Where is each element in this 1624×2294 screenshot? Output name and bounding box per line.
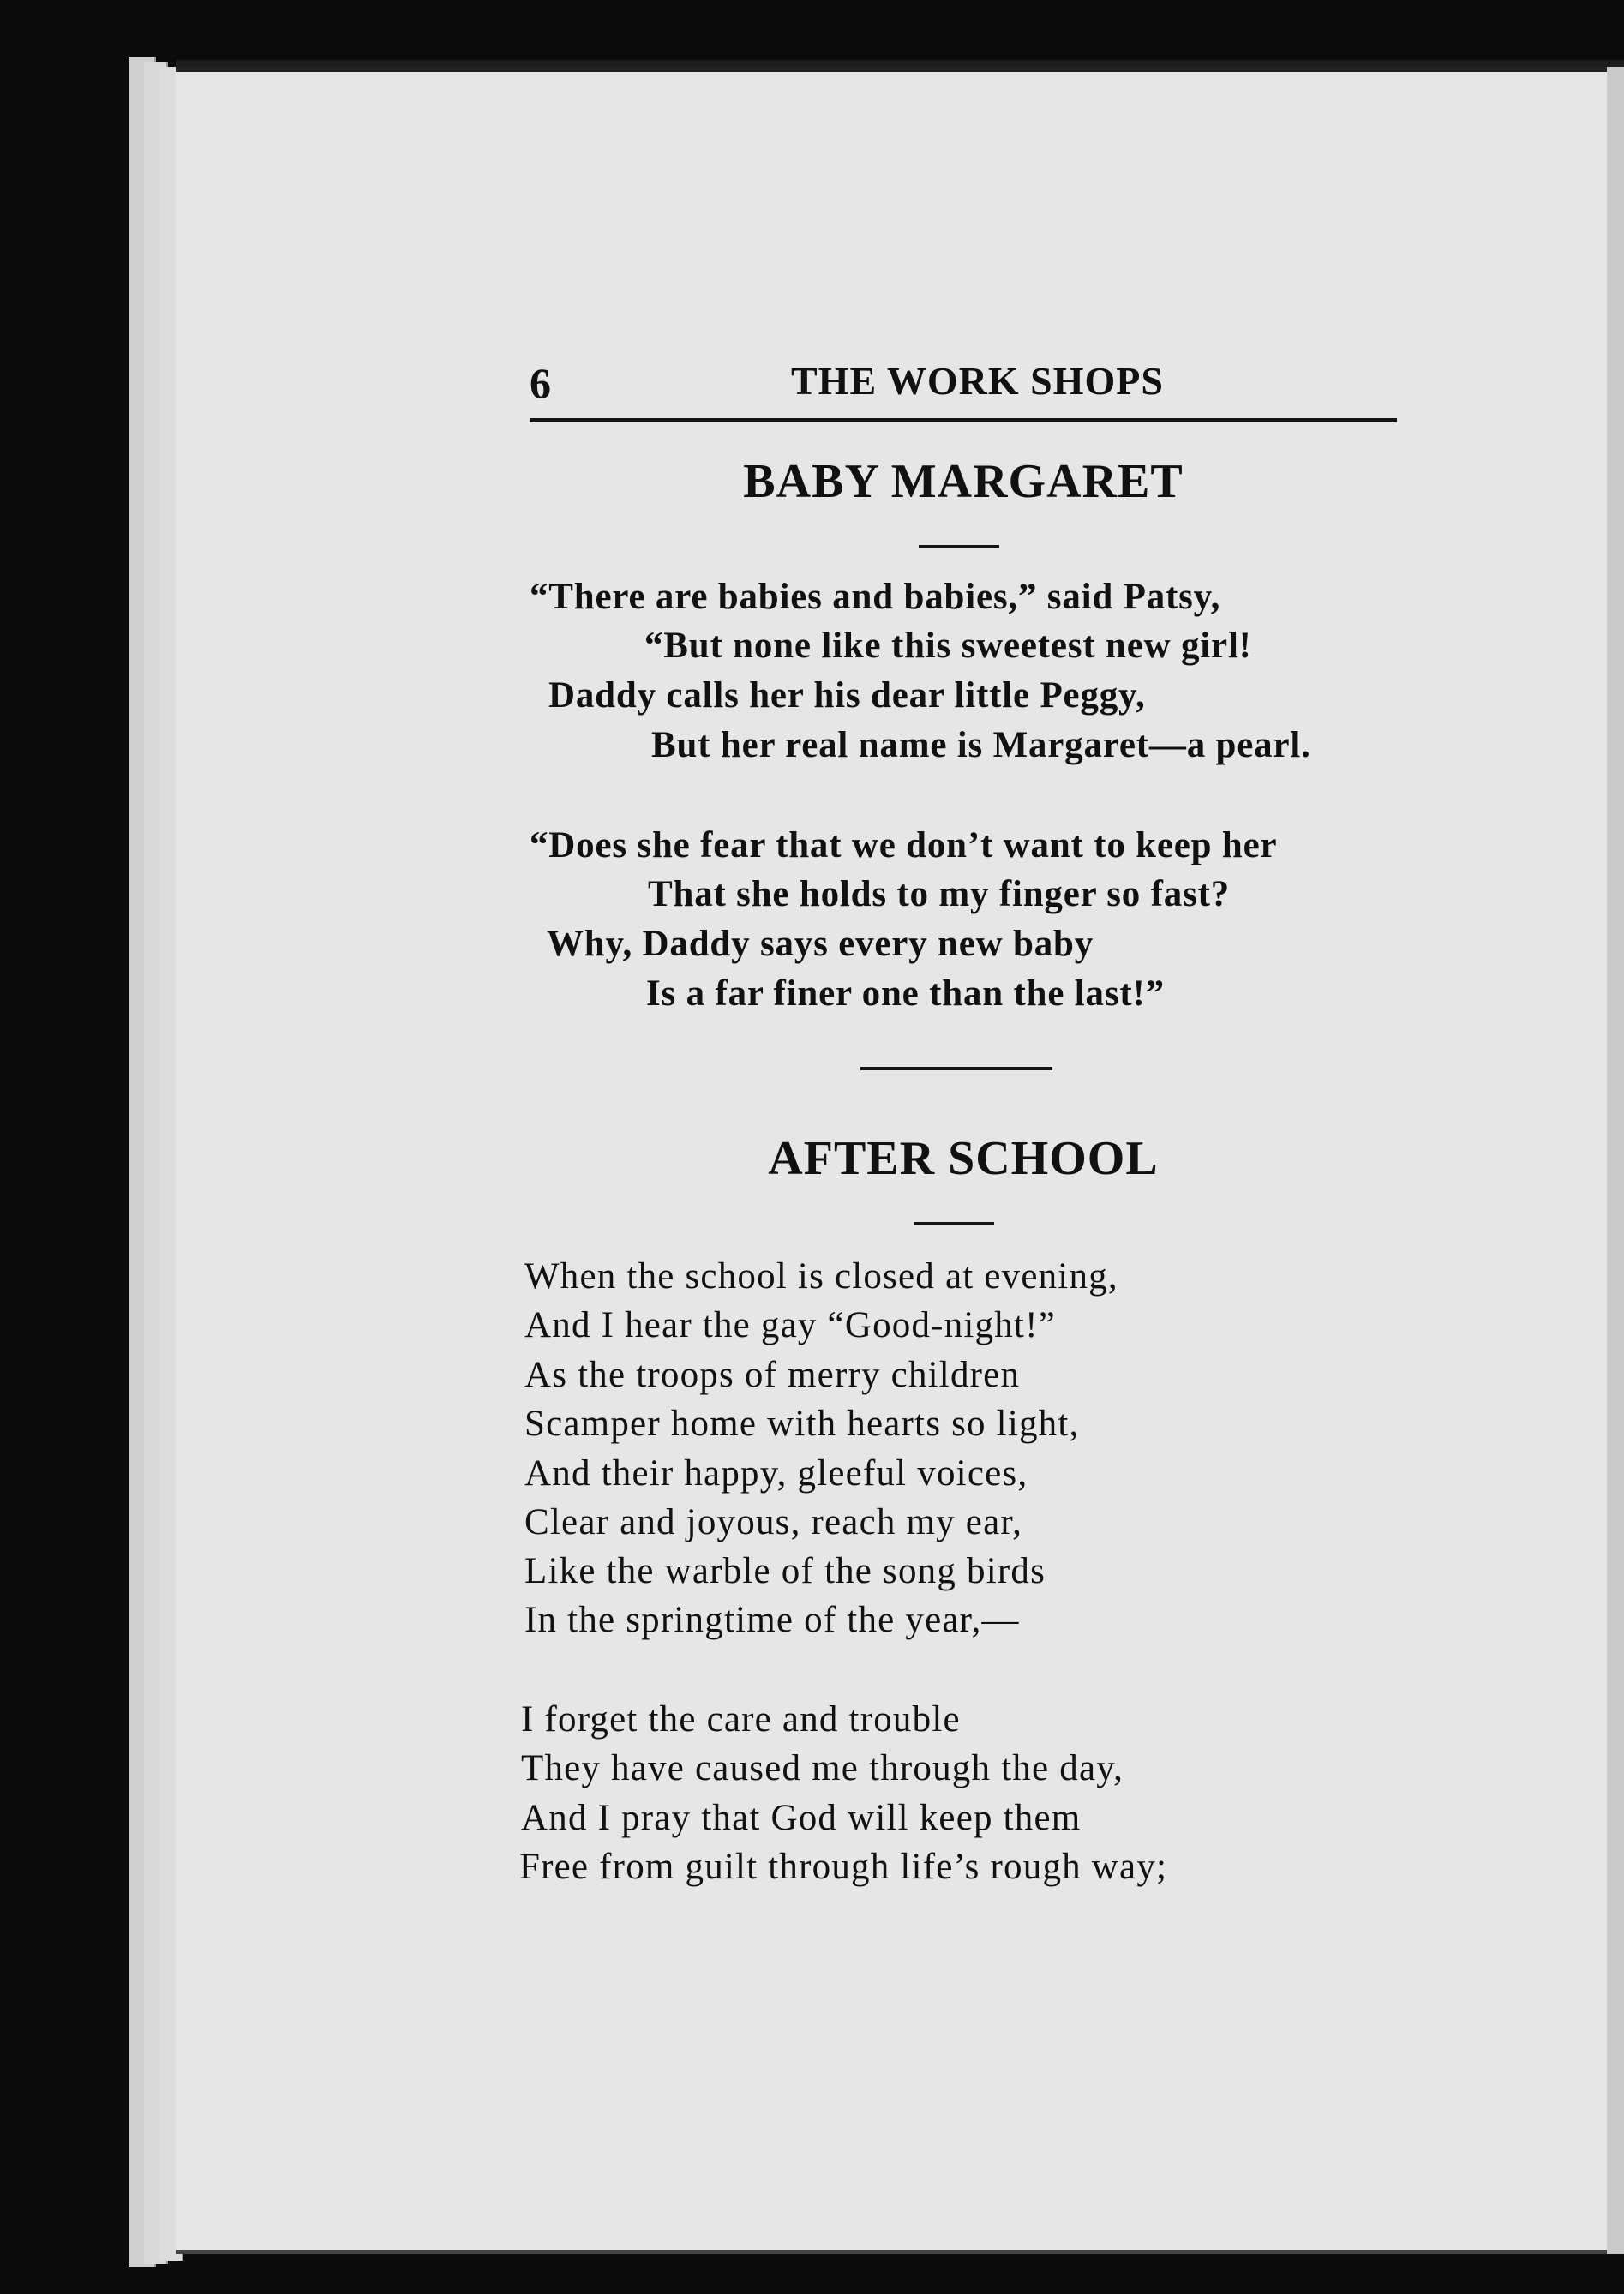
poem-line: As the troops of merry children	[524, 1355, 1021, 1395]
title-rule	[919, 545, 999, 548]
poem-title: AFTER SCHOOL	[768, 1132, 1159, 1185]
running-title: THE WORK SHOPS	[791, 359, 1164, 403]
poem-line: And I pray that God will keep them	[521, 1798, 1082, 1838]
section-divider	[860, 1067, 1052, 1070]
poem-line: In the springtime of the year,—	[524, 1600, 1020, 1640]
poem-line: Is a far finer one than the last!”	[646, 973, 1165, 1014]
poem-line: They have caused me through the day,	[521, 1748, 1124, 1788]
poem-line: Scamper home with hearts so light,	[524, 1404, 1080, 1444]
poem-line: Like the warble of the song birds	[524, 1551, 1046, 1591]
poem-line: But her real name is Margaret—a pearl.	[651, 725, 1311, 765]
poem-line: And I hear the gay “Good-night!”	[524, 1305, 1056, 1345]
page-number: 6	[530, 359, 551, 407]
poem-line: Why, Daddy says every new baby	[547, 924, 1094, 964]
page-right-edge	[1607, 67, 1624, 2254]
running-header	[530, 351, 1397, 422]
poem-line: “Does she fear that we don’t want to keep her	[530, 825, 1278, 865]
poem-line: “There are babies and babies,” said Patsy,	[530, 577, 1221, 617]
poem-line: Clear and joyous, reach my ear,	[524, 1502, 1023, 1542]
poem-line: When the school is closed at evening,	[524, 1256, 1118, 1297]
poem-title: BABY MARGARET	[743, 455, 1184, 508]
poem-line: I forget the care and trouble	[521, 1699, 961, 1740]
poem-line: “But none like this sweetest new girl!	[644, 626, 1252, 666]
poem-line: Free from guilt through life’s rough way;	[519, 1847, 1168, 1887]
poem-line: Daddy calls her his dear little Peggy,	[548, 675, 1146, 716]
poem-line: And their happy, gleeful voices,	[524, 1453, 1028, 1494]
poem-line: That she holds to my finger so fast?	[648, 874, 1231, 914]
title-rule	[914, 1222, 994, 1225]
